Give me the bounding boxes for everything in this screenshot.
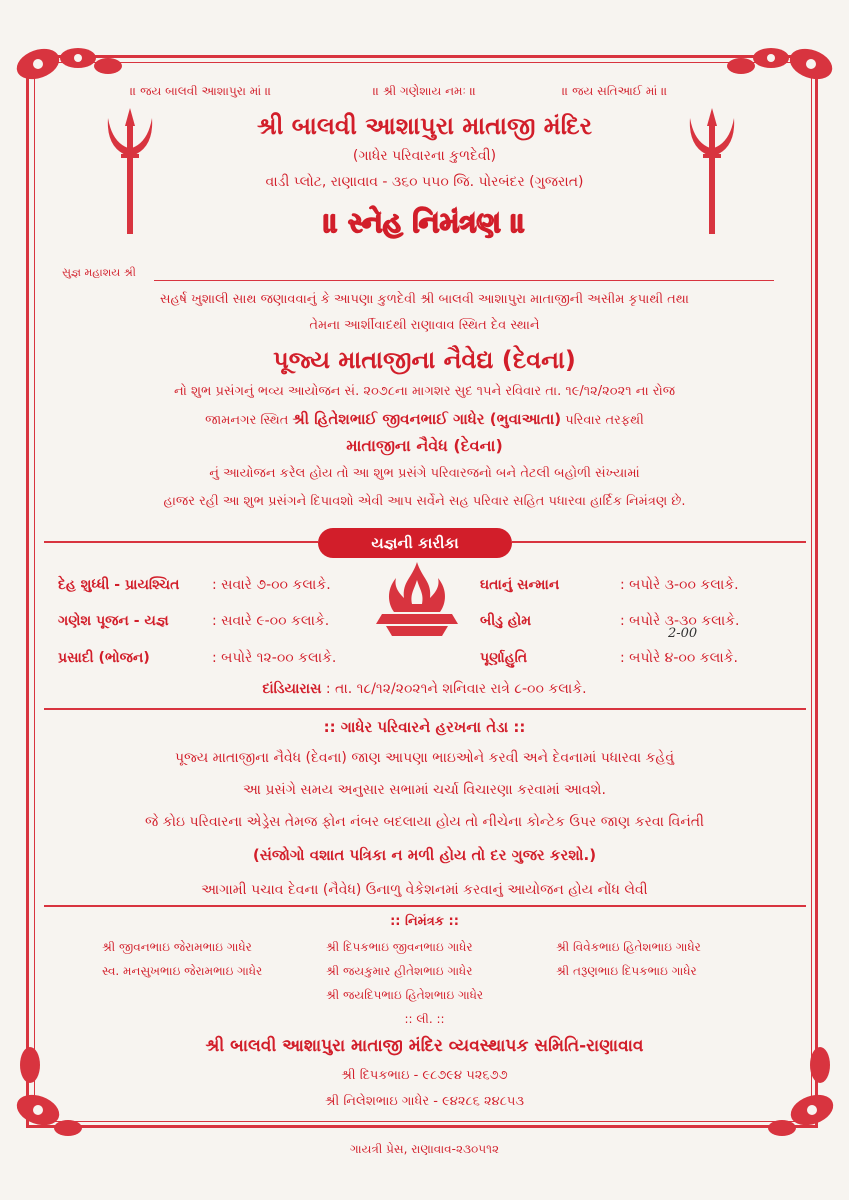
section-divider-right xyxy=(512,541,806,543)
event-title: પૂજ્ય માતાજીના નૈવેદ્ય (દેવના) xyxy=(273,346,576,374)
schedule-left-time-1: : સવારે ૭-૦૦ કલાકે. xyxy=(212,577,331,593)
dandiya-label: દાંડિયારાસ xyxy=(262,681,322,697)
schedule-left-label-2: ગણેશ પૂજન - યજ્ઞ xyxy=(58,613,169,629)
schedule-left-label-3: પ્રસાદી (ભોજન) xyxy=(58,650,150,666)
schedule-left-time-3: : બપોરે ૧૨-૦૦ કલાકે. xyxy=(212,650,337,666)
invitation-line-7: હાજર રહી આ શુભ પ્રસંગને દિપાવશો એવી આપ સર્વેને સહ પરિવાર સહિત પધારવા હાર્દિક નિમંત્રણ છે. xyxy=(163,494,686,509)
section-divider-left xyxy=(44,541,318,543)
salutation-line xyxy=(154,280,774,281)
havan-kund-icon xyxy=(372,560,462,640)
schedule-right-label-1: ઘતાનું સન્માન xyxy=(480,577,560,593)
invitation-line-4 xyxy=(0,410,849,428)
contact-2: શ્રી નિલેશભાઇ ગાધેર - ૯૪૨૮૬ ૨૪૮૫૩ xyxy=(324,1094,525,1109)
left-mantra: ॥ જય બાલવી આશાપુરા માં ॥ xyxy=(130,84,272,98)
invitation-line-6: નું આયોજન કરેલ હોય તો આ શુભ પ્રસંગે પરિવારજનો બને તેટલી બહોળી સંખ્યામાં xyxy=(209,466,640,481)
temple-name: શ્રી બાલવી આશાપુરા માતાજી મંદિર xyxy=(256,112,592,140)
divider-notice xyxy=(44,708,806,710)
li-label: :: લી. :: xyxy=(404,1012,445,1026)
schedule-right-label-3: પૂર્ણાહુતિ xyxy=(480,650,528,666)
inviter-col3-1: શ્રી વિવેકભાઇ હિતેશભાઇ ગાધેર xyxy=(556,940,701,954)
notice-line-3: જે કોઇ પરિવારના એડ્રેસ તેમજ ફોન નંબર બદલાયા હોય તો નીચેના કોન્ટેક ઉપર જાણ કરવા વિનંતી xyxy=(144,814,705,830)
press-name: ગાયત્રી પ્રેસ, રાણાવાવ-૨૩૦૫૧૨ xyxy=(349,1142,500,1156)
divider-inviters xyxy=(44,905,806,907)
schedule-right-time-3: : બપોરે ૪-૦૦ કલાકે. xyxy=(620,650,738,666)
dandiya-text: : તા. ૧૮/૧૨/૨૦૨૧ને શનિવાર રાત્રે ૮-૦૦ કલાકે. xyxy=(325,681,587,697)
invitation-line-5: માતાજીના નૈવેધ (દેવના) xyxy=(346,436,503,455)
inviter-col2-2: શ્રી જયકુમાર હીતેશભાઇ ગાધેર xyxy=(326,964,473,978)
inviter-col1-2: સ્વ. મનસુખભાઇ જેરામભાઇ ગાધેર xyxy=(102,964,263,978)
schedule-right-time-2: : બપોરે ૩-૩૦ કલાકે. xyxy=(620,613,740,629)
schedule-right-label-2: બીડુ હોમ xyxy=(480,613,532,629)
notice-line-4: (સંજોગો વશાત પત્રિકા ન મળી હોય તો દર ગુજર કરશો.) xyxy=(252,846,597,864)
contact-1: શ્રી દિપકભાઇ - ૯૮૭૯૪ ૫૨૬૭૭ xyxy=(341,1068,508,1083)
inviter-col3-2: શ્રી તરૂણભાઇ દિપકભાઇ ગાધેર xyxy=(556,964,697,978)
notice-line-2: આ પ્રસંગે સમય અનુસાર સભામાં ચર્ચા વિચારણા કરવામાં આવશે. xyxy=(243,782,606,798)
dandiya-line xyxy=(0,681,849,697)
subtitle: (ગાધેર પરિવારના કુળદેવી) xyxy=(352,148,497,164)
schedule-left-time-2: : સવારે ૯-૦૦ કલાકે. xyxy=(212,613,330,629)
invitation-line-4-post: પરિવાર તરફથી xyxy=(565,413,644,428)
notice-title: :: ગાધેર પરિવારને હરખના તેડા :: xyxy=(323,718,526,736)
center-mantra: ॥ શ્રી ગણેશાય નમઃ ॥ xyxy=(372,84,477,98)
handwritten-correction: 2-00 xyxy=(668,626,698,641)
host-name: શ્રી હિતેશભાઈ જીવનભાઈ ગાધેર (ભુવાઆતા) xyxy=(292,410,562,428)
inviters-title: :: નિમંત્રક :: xyxy=(390,914,459,929)
address: વાડી પ્લોટ, રાણાવાવ - ૩૬૦ ૫૫૦ જિ. પોરબંદર (ગુજરાત) xyxy=(265,174,584,190)
invitation-line-4-pre: જામનગર સ્થિત xyxy=(205,413,289,428)
invitation-line-2: તેમના આર્શીવાદથી રાણાવાવ સ્થિત દેવ સ્થાને xyxy=(309,318,540,333)
invitation-title: ॥ સ્નેહ નિમંત્રણ ॥ xyxy=(323,206,526,239)
notice-line-1: પૂજ્ય માતાજીના નૈવેધ (દેવના) જાણ આપણા ભાઇઓને કરવી અને દેવનામાં પધારવા કહેવું xyxy=(174,750,675,766)
schedule-right-time-1: : બપોરે ૩-૦૦ કલાકે. xyxy=(620,577,739,593)
schedule-title: યજ્ઞની કારીકા xyxy=(318,528,512,558)
inviter-col2-3: શ્રી જયદિપભાઇ હિતેશભાઇ ગાધેર xyxy=(326,988,484,1002)
right-mantra: ॥ જય સતિઆઈ માં ॥ xyxy=(562,84,668,98)
notice-line-5: આગામી પચાવ દેવના (નૈવેધ) ઉનાળુ વેકેશનમાં કરવાનું આયોજન હોય નોંધ લેવી xyxy=(201,882,648,898)
inviter-col2-1: શ્રી દિપકભાઇ જીવનભાઇ ગાધેર xyxy=(326,940,473,954)
committee-name: શ્રી બાલવી આશાપુરા માતાજી મંદિર વ્યવસ્થાપક સમિતિ-રાણાવાવ xyxy=(205,1036,644,1056)
invitation-line-1: સહર્ષ ખુશાલી સાથ જણાવવાનું કે આપણા કુળદેવી શ્રી બાલવી આશાપુરા માતાજીની અસીમ કૃપાથી તથા xyxy=(160,292,689,307)
schedule-left-label-1: દેહ શુધ્ધી - પ્રાયશ્ચિત xyxy=(58,577,180,593)
salutation: સુજ્ઞ મહાશય શ્રી xyxy=(62,266,136,279)
invitation-line-3: નો શુભ પ્રસંગનું ભવ્ય આયોજન સં. ૨૦૭૮ના માગશર સુદ ૧૫ને રવિવાર તા. ૧૯/૧૨/૨૦૨૧ ના રોજ xyxy=(173,384,676,399)
inviter-col1-1: શ્રી જીવનભાઇ જેરામભાઇ ગાધેર xyxy=(102,940,252,954)
